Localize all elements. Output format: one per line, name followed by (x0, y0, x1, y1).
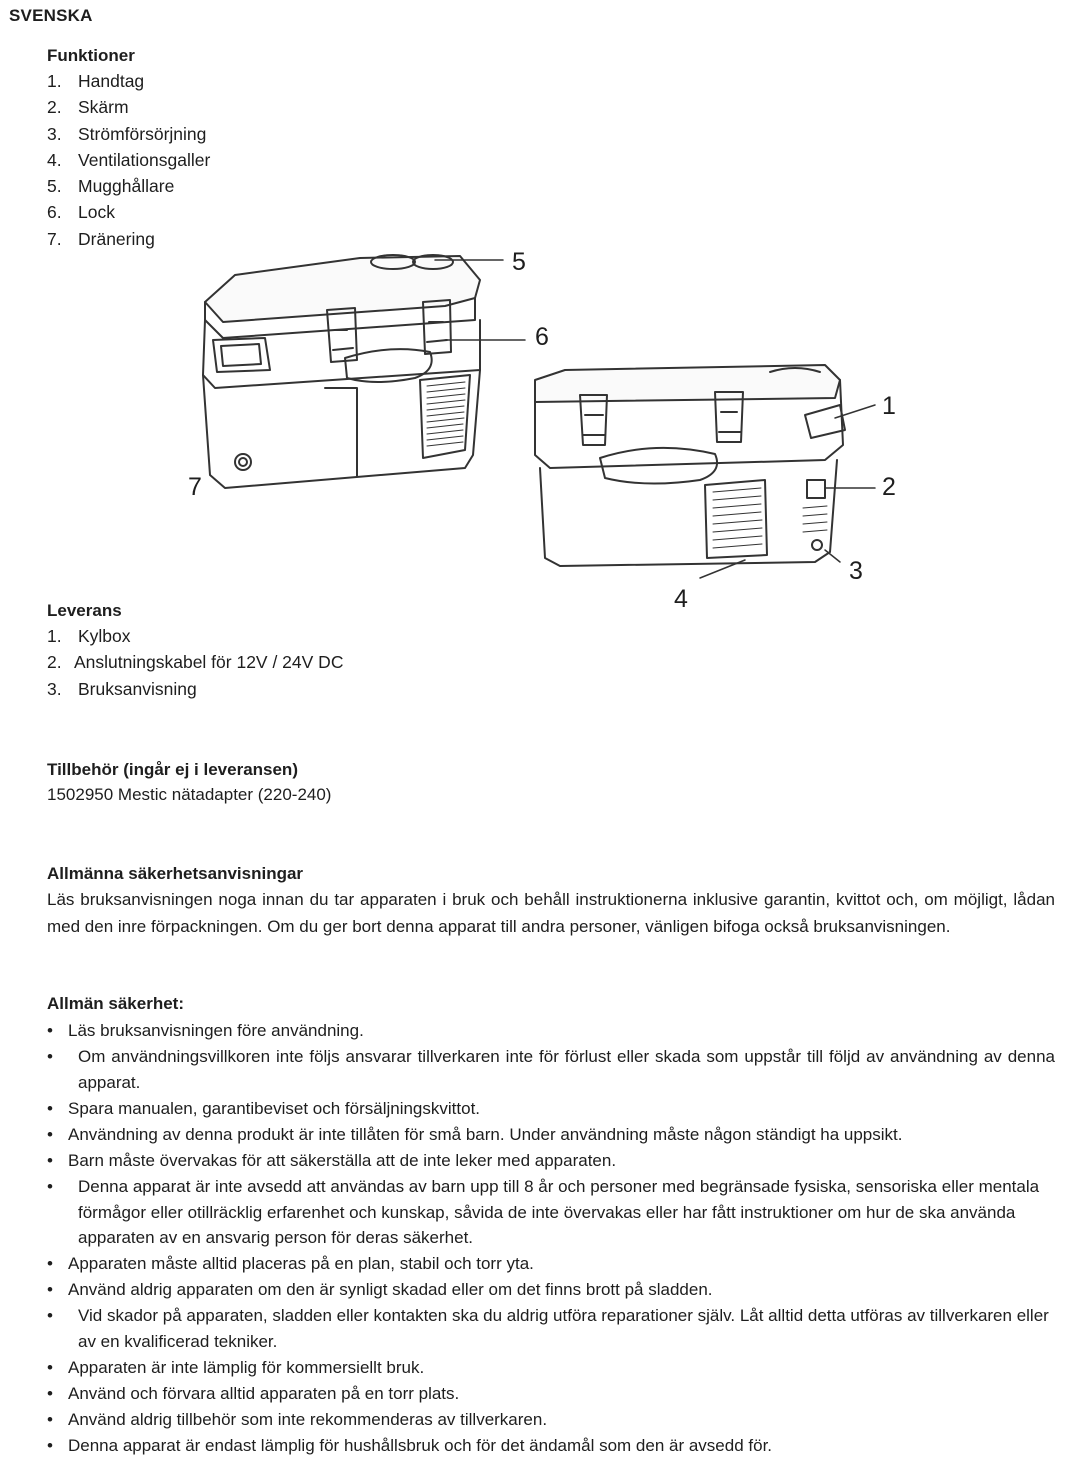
callout-2: 2 (882, 473, 896, 501)
list-item: • Använd och förvara alltid apparaten på en torr plats. (47, 1384, 460, 1404)
list-item: • Om användningsvillkoren inte följs ansvarar tillverkaren inte för förlust eller skada som uppstår till följd av användning av denna apparat. (47, 1046, 1055, 1092)
safety-heading: Allmän säkerhet: (47, 994, 184, 1013)
list-item: • Barn måste övervakas för att säkerställa att de inte leker med apparaten. (47, 1150, 617, 1170)
list-item: 4. Ventilationsgaller (47, 149, 211, 170)
list-item: 3. Strömförsörjning (47, 123, 207, 144)
features-section (47, 44, 210, 252)
callout-leader-lines (435, 260, 875, 578)
list-item: 2. Skärm (47, 97, 129, 118)
features-heading: Funktioner (47, 46, 135, 65)
delivery-section (47, 599, 343, 702)
list-item: • Användning av denna produkt är inte tillåten för små barn. Under användning måste någon ständigt ha uppsikt. (47, 1124, 903, 1144)
accessories-section (47, 758, 331, 808)
list-item: 5. Mugghållare (47, 176, 175, 197)
list-item: • Använd aldrig apparaten om den är synligt skadad eller om det finns brott på sladden. (47, 1280, 713, 1300)
cool-box-diagram (175, 240, 915, 620)
delivery-list (47, 623, 343, 702)
list-item: • Apparaten måste alltid placeras på en plan, stabil och torr yta. (47, 1254, 534, 1274)
general-safety-heading: Allmänna säkerhetsanvisningar (47, 864, 304, 883)
list-item: • Vid skador på apparaten, sladden eller kontakten ska du aldrig utföra reparationer själv. Låt alltid detta utföras av tillverkaren eller av en kvalificerad tekniker. (47, 1306, 1049, 1352)
list-item: • Denna apparat är inte avsedd att användas av barn upp till 8 år och personer med begränsade fysiska, sensoriska eller mentala förmågor eller otillräcklig erfarenhet och kunskap, såvida de inte övervakas eller har fått instruktioner om hur de ska använda apparaten av en ansvarig person för deras säkerhet. (47, 1176, 1040, 1248)
accessories-text: 1502950 Mestic nätadapter (220-240) (47, 785, 332, 804)
callout-4: 4 (674, 585, 688, 613)
list-item: • Apparaten är inte lämplig för kommersiellt bruk. (47, 1358, 425, 1378)
callout-6: 6 (535, 323, 549, 351)
list-item: 1. Kylbox (47, 626, 131, 646)
general-safety-text: Läs bruksanvisningen noga innan du tar apparaten i bruk och behåll instruktionerna inklusive garantin, kvittot och, om möjligt, lådan med den inre förpackningen. Om du ger bort denna apparat till andra personer, vänligen bifoga också bruksanvisningen. (47, 890, 1055, 936)
callout-1: 1 (882, 392, 896, 420)
general-safety-section (47, 862, 1055, 940)
accessories-heading: Tillbehör (ingår ej i leveransen) (47, 760, 298, 779)
safety-section (47, 992, 1055, 1459)
callout-7: 7 (188, 473, 202, 501)
list-item: 7. Dränering (47, 228, 155, 249)
cool-box-front-illustration (535, 365, 845, 566)
features-list (47, 68, 210, 252)
list-item: • Läs bruksanvisningen före användning. (47, 1021, 364, 1040)
list-item: 1. Handtag (47, 71, 145, 91)
callout-3: 3 (849, 557, 863, 585)
callout-5: 5 (512, 248, 526, 276)
list-item: • Använd aldrig tillbehör som inte rekommenderas av tillverkaren. (47, 1410, 548, 1430)
language-heading: SVENSKA (9, 6, 93, 25)
safety-list (47, 1018, 1055, 1459)
list-item: • Spara manualen, garantibeviset och försäljningskvittot. (47, 1098, 481, 1118)
list-item: • Denna apparat är endast lämplig för hushållsbruk och för det ändamål som den är avsedd för. (47, 1436, 773, 1455)
list-item: 2. Anslutningskabel för 12V / 24V DC (47, 652, 344, 673)
cool-box-rear-illustration (203, 255, 480, 488)
list-item: 6. Lock (47, 202, 115, 223)
delivery-heading: Leverans (47, 601, 122, 620)
list-item: 3. Bruksanvisning (47, 678, 197, 699)
